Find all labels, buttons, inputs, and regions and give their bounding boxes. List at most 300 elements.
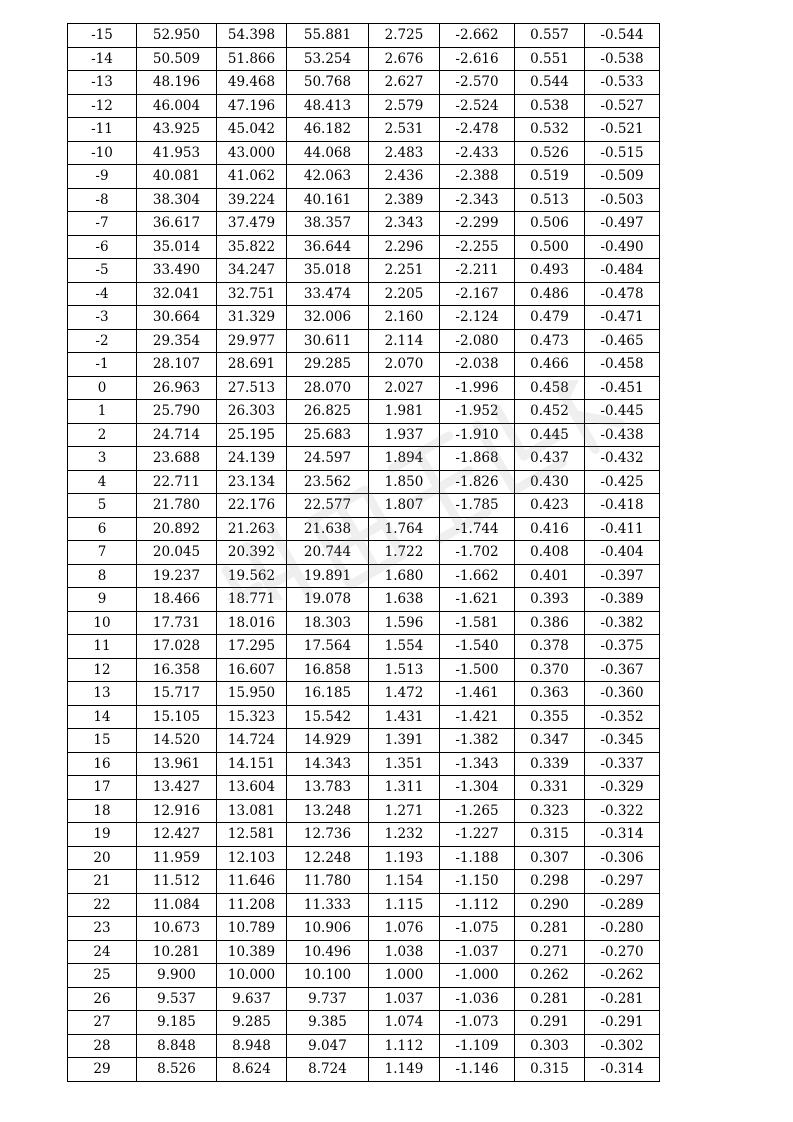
- table-row: [68, 470, 660, 494]
- cell-percent-minus: -0.291: [585, 1011, 660, 1035]
- cell-value-nominal: 34.247: [217, 259, 287, 283]
- cell-value-nominal: 14.724: [217, 729, 287, 753]
- cell-value-min: 13.961: [137, 752, 217, 776]
- cell-tolerance-minus: -2.662: [440, 24, 515, 48]
- cell-temperature: -5: [68, 259, 137, 283]
- cell-percent-minus: -0.445: [585, 400, 660, 424]
- cell-tolerance-minus: -1.621: [440, 588, 515, 612]
- cell-value-min: 36.617: [137, 212, 217, 236]
- cell-temperature: -8: [68, 188, 137, 212]
- cell-temperature: -10: [68, 141, 137, 165]
- cell-percent-plus: 0.393: [515, 588, 585, 612]
- table-row: [68, 541, 660, 565]
- cell-temperature: 20: [68, 846, 137, 870]
- cell-temperature: 11: [68, 635, 137, 659]
- cell-tolerance-minus: -1.075: [440, 917, 515, 941]
- cell-tolerance-plus: 2.027: [369, 376, 440, 400]
- cell-value-max: 55.881: [287, 24, 369, 48]
- cell-temperature: 2: [68, 423, 137, 447]
- cell-tolerance-plus: 1.807: [369, 494, 440, 518]
- table-row: [68, 940, 660, 964]
- cell-value-min: 41.953: [137, 141, 217, 165]
- cell-value-min: 29.354: [137, 329, 217, 353]
- cell-tolerance-plus: 2.389: [369, 188, 440, 212]
- cell-percent-minus: -0.527: [585, 94, 660, 118]
- cell-value-nominal: 24.139: [217, 447, 287, 471]
- cell-value-min: 9.900: [137, 964, 217, 988]
- cell-tolerance-plus: 2.296: [369, 235, 440, 259]
- cell-value-min: 13.427: [137, 776, 217, 800]
- cell-tolerance-minus: -1.227: [440, 823, 515, 847]
- cell-value-max: 8.724: [287, 1058, 369, 1082]
- cell-value-nominal: 27.513: [217, 376, 287, 400]
- cell-tolerance-plus: 2.676: [369, 47, 440, 71]
- table-row: [68, 282, 660, 306]
- cell-value-min: 43.925: [137, 118, 217, 142]
- cell-tolerance-plus: 1.074: [369, 1011, 440, 1035]
- cell-value-min: 20.045: [137, 541, 217, 565]
- cell-percent-plus: 0.281: [515, 987, 585, 1011]
- cell-percent-plus: 0.323: [515, 799, 585, 823]
- cell-percent-minus: -0.521: [585, 118, 660, 142]
- cell-value-max: 50.768: [287, 71, 369, 95]
- table-row: [68, 94, 660, 118]
- cell-value-max: 35.018: [287, 259, 369, 283]
- cell-temperature: 19: [68, 823, 137, 847]
- cell-value-min: 28.107: [137, 353, 217, 377]
- cell-tolerance-minus: -1.150: [440, 870, 515, 894]
- cell-percent-minus: -0.322: [585, 799, 660, 823]
- cell-percent-plus: 0.401: [515, 564, 585, 588]
- cell-value-nominal: 28.691: [217, 353, 287, 377]
- cell-value-nominal: 9.637: [217, 987, 287, 1011]
- table-row: [68, 799, 660, 823]
- cell-value-min: 14.520: [137, 729, 217, 753]
- cell-temperature: 27: [68, 1011, 137, 1035]
- table-row: [68, 329, 660, 353]
- cell-value-max: 12.248: [287, 846, 369, 870]
- cell-value-min: 52.950: [137, 24, 217, 48]
- cell-temperature: 5: [68, 494, 137, 518]
- table-row: [68, 494, 660, 518]
- cell-percent-minus: -0.425: [585, 470, 660, 494]
- cell-percent-plus: 0.500: [515, 235, 585, 259]
- cell-value-nominal: 22.176: [217, 494, 287, 518]
- cell-temperature: 21: [68, 870, 137, 894]
- cell-tolerance-plus: 1.472: [369, 682, 440, 706]
- cell-tolerance-plus: 2.251: [369, 259, 440, 283]
- cell-value-max: 13.248: [287, 799, 369, 823]
- cell-value-max: 22.577: [287, 494, 369, 518]
- cell-value-max: 17.564: [287, 635, 369, 659]
- cell-percent-minus: -0.345: [585, 729, 660, 753]
- cell-temperature: 12: [68, 658, 137, 682]
- cell-percent-plus: 0.355: [515, 705, 585, 729]
- cell-percent-minus: -0.478: [585, 282, 660, 306]
- cell-tolerance-minus: -1.868: [440, 447, 515, 471]
- cell-tolerance-plus: 1.154: [369, 870, 440, 894]
- cell-temperature: 7: [68, 541, 137, 565]
- cell-percent-minus: -0.337: [585, 752, 660, 776]
- cell-temperature: -4: [68, 282, 137, 306]
- cell-percent-minus: -0.297: [585, 870, 660, 894]
- table-row: [68, 682, 660, 706]
- cell-tolerance-minus: -1.581: [440, 611, 515, 635]
- cell-percent-minus: -0.484: [585, 259, 660, 283]
- cell-tolerance-plus: 1.850: [369, 470, 440, 494]
- cell-value-max: 14.343: [287, 752, 369, 776]
- cell-tolerance-plus: 2.436: [369, 165, 440, 189]
- cell-value-min: 9.185: [137, 1011, 217, 1035]
- cell-percent-minus: -0.352: [585, 705, 660, 729]
- cell-value-min: 11.084: [137, 893, 217, 917]
- table-row: [68, 47, 660, 71]
- cell-percent-minus: -0.314: [585, 1058, 660, 1082]
- cell-percent-plus: 0.557: [515, 24, 585, 48]
- cell-value-nominal: 8.624: [217, 1058, 287, 1082]
- cell-percent-plus: 0.473: [515, 329, 585, 353]
- table-row: [68, 423, 660, 447]
- cell-tolerance-minus: -2.433: [440, 141, 515, 165]
- cell-percent-plus: 0.303: [515, 1034, 585, 1058]
- cell-value-max: 9.385: [287, 1011, 369, 1035]
- cell-value-nominal: 9.285: [217, 1011, 287, 1035]
- cell-value-min: 9.537: [137, 987, 217, 1011]
- cell-value-max: 10.100: [287, 964, 369, 988]
- cell-temperature: 1: [68, 400, 137, 424]
- cell-value-nominal: 18.016: [217, 611, 287, 635]
- table-row: [68, 1011, 660, 1035]
- cell-value-min: 17.028: [137, 635, 217, 659]
- cell-value-max: 11.780: [287, 870, 369, 894]
- cell-percent-minus: -0.544: [585, 24, 660, 48]
- cell-value-min: 50.509: [137, 47, 217, 71]
- cell-tolerance-plus: 2.579: [369, 94, 440, 118]
- cell-percent-plus: 0.479: [515, 306, 585, 330]
- cell-percent-plus: 0.466: [515, 353, 585, 377]
- cell-temperature: -11: [68, 118, 137, 142]
- cell-value-nominal: 35.822: [217, 235, 287, 259]
- table-row: [68, 400, 660, 424]
- cell-value-max: 53.254: [287, 47, 369, 71]
- cell-value-nominal: 8.948: [217, 1034, 287, 1058]
- cell-percent-minus: -0.432: [585, 447, 660, 471]
- cell-tolerance-plus: 1.937: [369, 423, 440, 447]
- cell-value-max: 32.006: [287, 306, 369, 330]
- cell-tolerance-minus: -1.265: [440, 799, 515, 823]
- cell-value-max: 48.413: [287, 94, 369, 118]
- table-row: [68, 212, 660, 236]
- cell-value-max: 38.357: [287, 212, 369, 236]
- cell-value-nominal: 11.208: [217, 893, 287, 917]
- cell-value-max: 19.891: [287, 564, 369, 588]
- table-row: [68, 376, 660, 400]
- cell-value-max: 12.736: [287, 823, 369, 847]
- cell-tolerance-minus: -1.785: [440, 494, 515, 518]
- cell-tolerance-minus: -1.540: [440, 635, 515, 659]
- cell-percent-minus: -0.458: [585, 353, 660, 377]
- cell-percent-minus: -0.280: [585, 917, 660, 941]
- cell-tolerance-plus: 2.627: [369, 71, 440, 95]
- cell-value-min: 11.512: [137, 870, 217, 894]
- cell-value-max: 33.474: [287, 282, 369, 306]
- cell-value-max: 10.496: [287, 940, 369, 964]
- cell-value-nominal: 18.771: [217, 588, 287, 612]
- cell-value-max: 44.068: [287, 141, 369, 165]
- cell-percent-minus: -0.367: [585, 658, 660, 682]
- cell-value-max: 28.070: [287, 376, 369, 400]
- cell-tolerance-minus: -1.702: [440, 541, 515, 565]
- cell-temperature: -1: [68, 353, 137, 377]
- table-row: [68, 635, 660, 659]
- cell-tolerance-plus: 1.149: [369, 1058, 440, 1082]
- cell-tolerance-minus: -1.109: [440, 1034, 515, 1058]
- cell-temperature: 17: [68, 776, 137, 800]
- cell-value-nominal: 20.392: [217, 541, 287, 565]
- cell-percent-plus: 0.538: [515, 94, 585, 118]
- cell-tolerance-plus: 1.271: [369, 799, 440, 823]
- cell-tolerance-plus: 1.764: [369, 517, 440, 541]
- cell-percent-plus: 0.519: [515, 165, 585, 189]
- cell-temperature: 16: [68, 752, 137, 776]
- cell-temperature: 3: [68, 447, 137, 471]
- cell-percent-minus: -0.281: [585, 987, 660, 1011]
- cell-value-min: 10.673: [137, 917, 217, 941]
- cell-value-nominal: 13.081: [217, 799, 287, 823]
- cell-tolerance-plus: 1.037: [369, 987, 440, 1011]
- cell-tolerance-plus: 1.115: [369, 893, 440, 917]
- cell-value-nominal: 19.562: [217, 564, 287, 588]
- cell-value-max: 18.303: [287, 611, 369, 635]
- cell-percent-minus: -0.438: [585, 423, 660, 447]
- cell-tolerance-plus: 1.193: [369, 846, 440, 870]
- data-table-container: [67, 23, 659, 1082]
- cell-percent-minus: -0.314: [585, 823, 660, 847]
- cell-percent-plus: 0.347: [515, 729, 585, 753]
- cell-percent-plus: 0.307: [515, 846, 585, 870]
- cell-tolerance-plus: 1.391: [369, 729, 440, 753]
- cell-tolerance-plus: 1.000: [369, 964, 440, 988]
- cell-value-max: 24.597: [287, 447, 369, 471]
- cell-value-max: 11.333: [287, 893, 369, 917]
- cell-percent-minus: -0.515: [585, 141, 660, 165]
- cell-value-min: 21.780: [137, 494, 217, 518]
- cell-percent-plus: 0.315: [515, 1058, 585, 1082]
- cell-percent-plus: 0.445: [515, 423, 585, 447]
- cell-tolerance-plus: 2.725: [369, 24, 440, 48]
- table-row: [68, 1058, 660, 1082]
- cell-percent-minus: -0.490: [585, 235, 660, 259]
- table-row: [68, 823, 660, 847]
- cell-value-min: 35.014: [137, 235, 217, 259]
- cell-value-nominal: 43.000: [217, 141, 287, 165]
- cell-percent-minus: -0.389: [585, 588, 660, 612]
- cell-temperature: 26: [68, 987, 137, 1011]
- cell-value-nominal: 10.789: [217, 917, 287, 941]
- cell-percent-minus: -0.411: [585, 517, 660, 541]
- cell-value-max: 16.185: [287, 682, 369, 706]
- cell-value-max: 26.825: [287, 400, 369, 424]
- cell-tolerance-minus: -2.616: [440, 47, 515, 71]
- cell-value-min: 40.081: [137, 165, 217, 189]
- cell-value-nominal: 41.062: [217, 165, 287, 189]
- cell-percent-plus: 0.458: [515, 376, 585, 400]
- cell-tolerance-minus: -1.036: [440, 987, 515, 1011]
- table-row: [68, 611, 660, 635]
- cell-temperature: 13: [68, 682, 137, 706]
- cell-value-nominal: 15.950: [217, 682, 287, 706]
- cell-percent-minus: -0.404: [585, 541, 660, 565]
- cell-temperature: 28: [68, 1034, 137, 1058]
- cell-percent-minus: -0.451: [585, 376, 660, 400]
- cell-percent-minus: -0.270: [585, 940, 660, 964]
- cell-value-nominal: 37.479: [217, 212, 287, 236]
- cell-value-nominal: 47.196: [217, 94, 287, 118]
- table-row: [68, 306, 660, 330]
- cell-value-nominal: 45.042: [217, 118, 287, 142]
- cell-value-max: 29.285: [287, 353, 369, 377]
- cell-value-max: 10.906: [287, 917, 369, 941]
- table-row: [68, 141, 660, 165]
- cell-temperature: 9: [68, 588, 137, 612]
- cell-percent-minus: -0.503: [585, 188, 660, 212]
- cell-value-max: 46.182: [287, 118, 369, 142]
- cell-value-max: 14.929: [287, 729, 369, 753]
- cell-percent-plus: 0.551: [515, 47, 585, 71]
- cell-value-min: 30.664: [137, 306, 217, 330]
- cell-tolerance-plus: 1.554: [369, 635, 440, 659]
- cell-value-min: 8.526: [137, 1058, 217, 1082]
- cell-tolerance-minus: -1.461: [440, 682, 515, 706]
- cell-tolerance-minus: -1.382: [440, 729, 515, 753]
- cell-value-nominal: 23.134: [217, 470, 287, 494]
- table-row: [68, 188, 660, 212]
- cell-value-min: 8.848: [137, 1034, 217, 1058]
- cell-value-min: 16.358: [137, 658, 217, 682]
- cell-value-max: 20.744: [287, 541, 369, 565]
- cell-tolerance-plus: 1.038: [369, 940, 440, 964]
- cell-value-nominal: 25.195: [217, 423, 287, 447]
- cell-tolerance-plus: 1.351: [369, 752, 440, 776]
- cell-tolerance-minus: -2.124: [440, 306, 515, 330]
- cell-percent-plus: 0.423: [515, 494, 585, 518]
- table-row: [68, 353, 660, 377]
- cell-percent-minus: -0.471: [585, 306, 660, 330]
- cell-value-min: 17.731: [137, 611, 217, 635]
- cell-value-min: 10.281: [137, 940, 217, 964]
- cell-percent-plus: 0.506: [515, 212, 585, 236]
- cell-percent-plus: 0.532: [515, 118, 585, 142]
- cell-temperature: -13: [68, 71, 137, 95]
- cell-value-nominal: 10.389: [217, 940, 287, 964]
- cell-value-max: 30.611: [287, 329, 369, 353]
- table-row: [68, 705, 660, 729]
- table-row: [68, 846, 660, 870]
- cell-percent-minus: -0.302: [585, 1034, 660, 1058]
- cell-tolerance-plus: 1.076: [369, 917, 440, 941]
- cell-tolerance-minus: -2.478: [440, 118, 515, 142]
- table-row: [68, 71, 660, 95]
- cell-temperature: 29: [68, 1058, 137, 1082]
- cell-value-nominal: 11.646: [217, 870, 287, 894]
- cell-percent-plus: 0.452: [515, 400, 585, 424]
- cell-value-min: 15.105: [137, 705, 217, 729]
- cell-temperature: 6: [68, 517, 137, 541]
- cell-value-nominal: 54.398: [217, 24, 287, 48]
- table-row: [68, 776, 660, 800]
- table-row: [68, 235, 660, 259]
- table-row: [68, 987, 660, 1011]
- cell-value-min: 19.237: [137, 564, 217, 588]
- cell-value-nominal: 13.604: [217, 776, 287, 800]
- table-row: [68, 118, 660, 142]
- cell-tolerance-plus: 2.070: [369, 353, 440, 377]
- cell-value-nominal: 39.224: [217, 188, 287, 212]
- cell-value-nominal: 15.323: [217, 705, 287, 729]
- cell-tolerance-minus: -2.299: [440, 212, 515, 236]
- cell-percent-plus: 0.298: [515, 870, 585, 894]
- cell-value-min: 12.916: [137, 799, 217, 823]
- cell-value-min: 11.959: [137, 846, 217, 870]
- cell-value-min: 48.196: [137, 71, 217, 95]
- cell-temperature: -12: [68, 94, 137, 118]
- cell-tolerance-minus: -2.167: [440, 282, 515, 306]
- cell-percent-plus: 0.271: [515, 940, 585, 964]
- cell-percent-minus: -0.289: [585, 893, 660, 917]
- cell-percent-plus: 0.378: [515, 635, 585, 659]
- cell-temperature: 10: [68, 611, 137, 635]
- cell-tolerance-minus: -1.500: [440, 658, 515, 682]
- cell-tolerance-plus: 1.232: [369, 823, 440, 847]
- table-row: [68, 964, 660, 988]
- cell-value-nominal: 51.866: [217, 47, 287, 71]
- cell-tolerance-minus: -1.662: [440, 564, 515, 588]
- cell-value-nominal: 49.468: [217, 71, 287, 95]
- cell-tolerance-minus: -2.388: [440, 165, 515, 189]
- cell-percent-minus: -0.397: [585, 564, 660, 588]
- cell-tolerance-minus: -2.038: [440, 353, 515, 377]
- cell-value-max: 21.638: [287, 517, 369, 541]
- cell-percent-minus: -0.465: [585, 329, 660, 353]
- cell-tolerance-plus: 1.513: [369, 658, 440, 682]
- cell-value-min: 12.427: [137, 823, 217, 847]
- table-row: [68, 752, 660, 776]
- cell-temperature: 8: [68, 564, 137, 588]
- cell-value-min: 26.963: [137, 376, 217, 400]
- cell-value-max: 16.858: [287, 658, 369, 682]
- cell-percent-plus: 0.339: [515, 752, 585, 776]
- cell-value-max: 25.683: [287, 423, 369, 447]
- cell-percent-plus: 0.486: [515, 282, 585, 306]
- cell-tolerance-minus: -2.570: [440, 71, 515, 95]
- cell-temperature: 14: [68, 705, 137, 729]
- cell-percent-plus: 0.363: [515, 682, 585, 706]
- cell-percent-plus: 0.416: [515, 517, 585, 541]
- cell-temperature: -14: [68, 47, 137, 71]
- cell-value-min: 32.041: [137, 282, 217, 306]
- cell-temperature: 15: [68, 729, 137, 753]
- cell-percent-plus: 0.291: [515, 1011, 585, 1035]
- cell-tolerance-minus: -1.421: [440, 705, 515, 729]
- cell-tolerance-minus: -2.211: [440, 259, 515, 283]
- cell-value-max: 19.078: [287, 588, 369, 612]
- cell-tolerance-minus: -2.080: [440, 329, 515, 353]
- cell-percent-plus: 0.281: [515, 917, 585, 941]
- cell-temperature: 22: [68, 893, 137, 917]
- cell-value-min: 38.304: [137, 188, 217, 212]
- cell-percent-minus: -0.306: [585, 846, 660, 870]
- cell-value-min: 24.714: [137, 423, 217, 447]
